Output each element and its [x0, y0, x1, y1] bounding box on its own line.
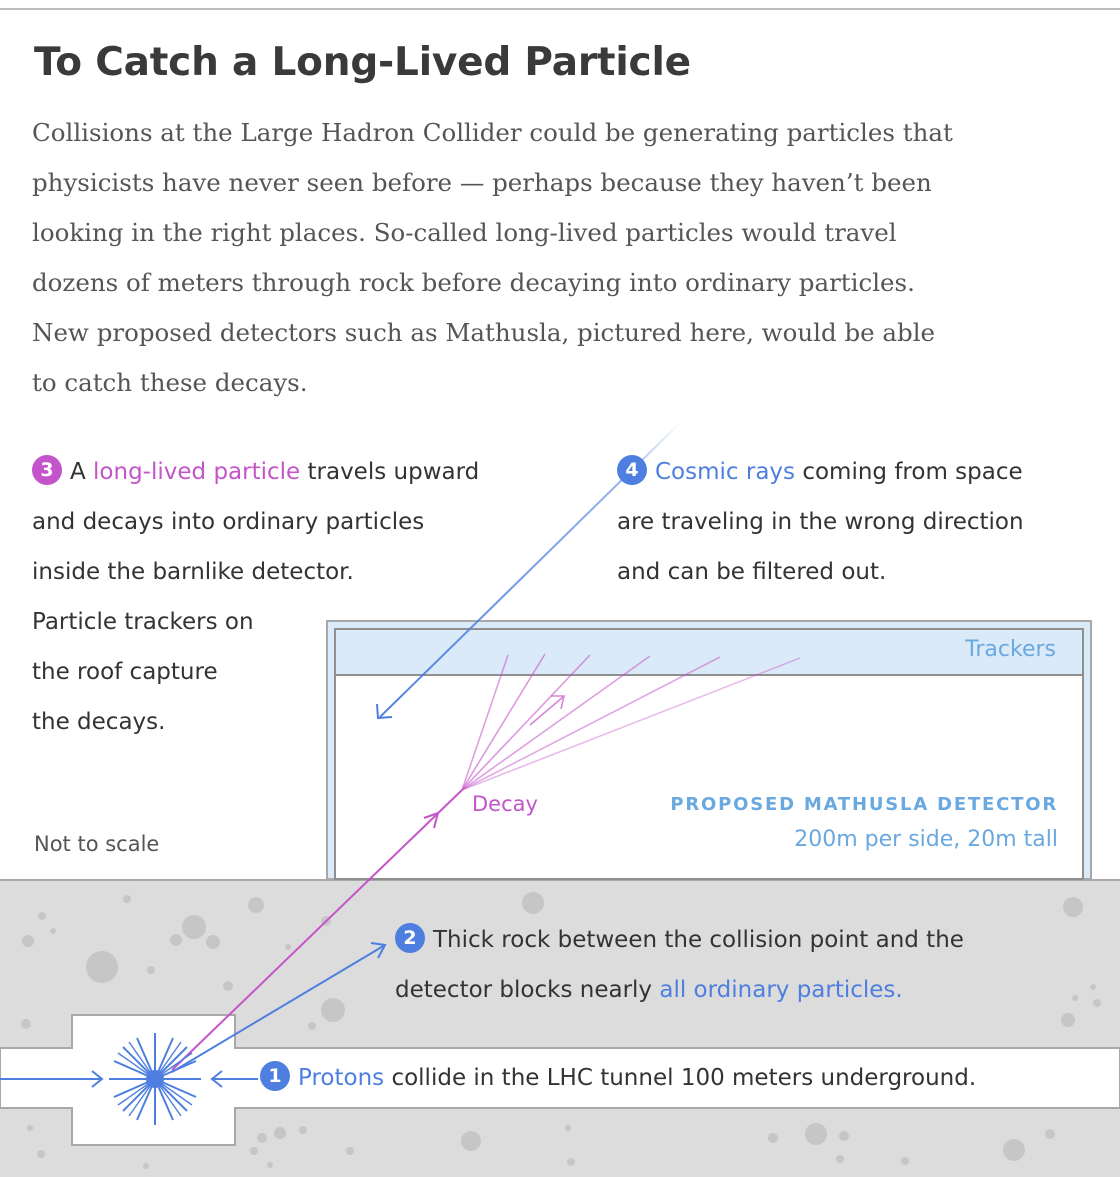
- intro-line: physicists have never seen before — perhaps because they haven’t been: [32, 168, 932, 197]
- intro-line: to catch these decays.: [32, 368, 308, 397]
- protons-highlight: Protons: [298, 1065, 385, 1091]
- step3-line: inside the barnlike detector.: [32, 559, 354, 585]
- step3-badge: 3: [32, 455, 62, 485]
- step2-annotation: [395, 915, 964, 1015]
- page-title: To Catch a Long-Lived Particle: [34, 40, 691, 85]
- trackers-label: Trackers: [965, 637, 1056, 662]
- step1-annotation: [260, 1053, 976, 1103]
- step1-line: 1 Protons collide in the LHC tunnel 100 meters underground.: [260, 1053, 976, 1103]
- step2-badge: 2: [395, 923, 425, 953]
- step4-annotation: [617, 447, 1024, 597]
- step3-line: the decays.: [32, 709, 166, 735]
- decay-label: Decay: [472, 792, 538, 816]
- intro-line: dozens of meters through rock before decaying into ordinary particles.: [32, 268, 915, 297]
- detector-name: PROPOSED MATHUSLA DETECTOR: [670, 794, 1058, 815]
- step4-line1: 4 Cosmic rays coming from space: [617, 447, 1024, 497]
- ordinary-particles-highlight: all ordinary particles.: [659, 977, 903, 1003]
- intro-line: Collisions at the Large Hadron Collider could be generating particles that: [32, 118, 953, 147]
- step4-line: and can be filtered out.: [617, 559, 887, 585]
- step1-badge: 1: [260, 1061, 290, 1091]
- intro-line: New proposed detectors such as Mathusla, pictured here, would be able: [32, 318, 936, 347]
- step2-line2: detector blocks nearly all ordinary particles.: [395, 977, 903, 1003]
- scale-note: Not to scale: [34, 832, 160, 856]
- step3-line: the roof capture: [32, 659, 218, 685]
- detector-dimensions: 200m per side, 20m tall: [794, 827, 1058, 852]
- intro-line: looking in the right places. So-called long-lived particles would travel: [32, 218, 897, 247]
- step4-badge: 4: [617, 455, 647, 485]
- step3-line: Particle trackers on: [32, 609, 254, 635]
- cosmic-rays-highlight: Cosmic rays: [655, 459, 796, 485]
- step3-line1: 3 A long-lived particle travels upward: [32, 447, 479, 497]
- step2-line1: 2 Thick rock between the collision point and the: [395, 915, 964, 965]
- step3-line: and decays into ordinary particles: [32, 509, 425, 535]
- long-lived-particle-highlight: long-lived particle: [93, 459, 301, 485]
- step4-line: are traveling in the wrong direction: [617, 509, 1024, 535]
- step3-annotation: [32, 447, 479, 747]
